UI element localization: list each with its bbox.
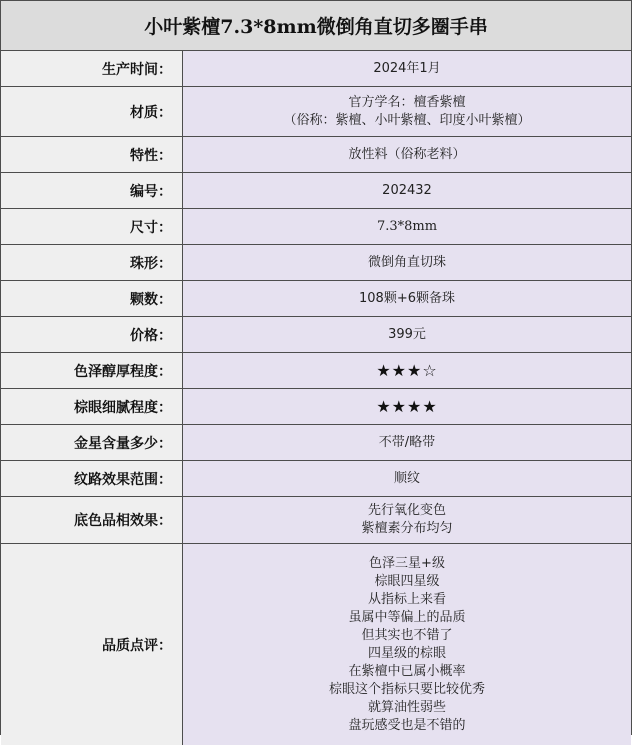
value-line: 2024年1月 — [373, 60, 441, 76]
value-base-color — [183, 497, 631, 544]
label-serial-number: 编号： — [1, 173, 183, 209]
value-line: 色泽三星+级 — [369, 555, 445, 571]
label-pore-fineness: 棕眼细腻程度： — [1, 389, 183, 425]
label-production-time: 生产时间： — [1, 51, 183, 87]
label-property: 特性： — [1, 137, 183, 173]
label-material: 材质： — [1, 87, 183, 137]
value-line: 四星级的棕眼 — [367, 645, 446, 661]
value-serial-number — [183, 173, 631, 209]
value-gold-star-content — [183, 425, 631, 461]
value-line: 先行氧化变色 — [367, 503, 446, 518]
star-rating: ★★★☆ — [376, 360, 438, 380]
value-line: 就算油性弱些 — [367, 699, 446, 715]
value-line: 虽属中等偏上的品质 — [348, 609, 466, 625]
label-gold-star-content: 金星含量多少： — [1, 425, 183, 461]
value-line: 在紫檀中已属小概率 — [348, 663, 466, 679]
table-title: 小叶紫檀7.3*8mm微倒角直切多圈手串 — [1, 1, 631, 51]
value-production-time — [183, 51, 631, 87]
label-size: 尺寸： — [1, 209, 183, 245]
value-bead-shape — [183, 245, 631, 281]
label-price: 价格： — [1, 317, 183, 353]
value-line: 从指标上来看 — [367, 591, 446, 607]
label-quality-review: 品质点评： — [1, 544, 183, 745]
star-rating: ★★★★ — [376, 396, 438, 416]
value-line: 202432 — [382, 182, 432, 198]
label-grain-range: 纹路效果范围： — [1, 461, 183, 497]
value-material — [183, 87, 631, 137]
value-grain-range — [183, 461, 631, 497]
value-line: 微倒角直切珠 — [367, 254, 446, 270]
value-line: 但其实也不错了 — [361, 627, 453, 643]
value-line: （俗称：紫檀、小叶紫檀、印度小叶紫檀） — [283, 112, 531, 128]
value-line: 108颗+6颗备珠 — [359, 290, 455, 306]
value-line: 放性料（俗称老料） — [348, 146, 466, 162]
value-line: 棕眼四星级 — [374, 573, 440, 589]
label-bead-shape: 珠形： — [1, 245, 183, 281]
value-line: 棕眼这个指标只要比较优秀 — [328, 681, 485, 697]
value-line: 399元 — [388, 326, 426, 342]
value-line: 官方学名：檀香紫檀 — [348, 94, 466, 110]
label-base-color: 底色品相效果： — [1, 497, 183, 544]
label-color-richness: 色泽醇厚程度： — [1, 353, 183, 389]
value-bead-count — [183, 281, 631, 317]
value-line: 7.3*8mm — [376, 218, 438, 234]
value-line: 顺纹 — [393, 470, 420, 486]
value-line: 盘玩感受也是不错的 — [348, 717, 466, 733]
value-line: 不带/略带 — [378, 434, 436, 450]
value-size — [183, 209, 631, 245]
label-bead-count: 颗数： — [1, 281, 183, 317]
value-pore-fineness — [183, 389, 631, 425]
value-property — [183, 137, 631, 173]
value-color-richness — [183, 353, 631, 389]
value-line: 紫檀素分布均匀 — [361, 521, 453, 536]
value-quality-review — [183, 544, 631, 745]
value-price — [183, 317, 631, 353]
